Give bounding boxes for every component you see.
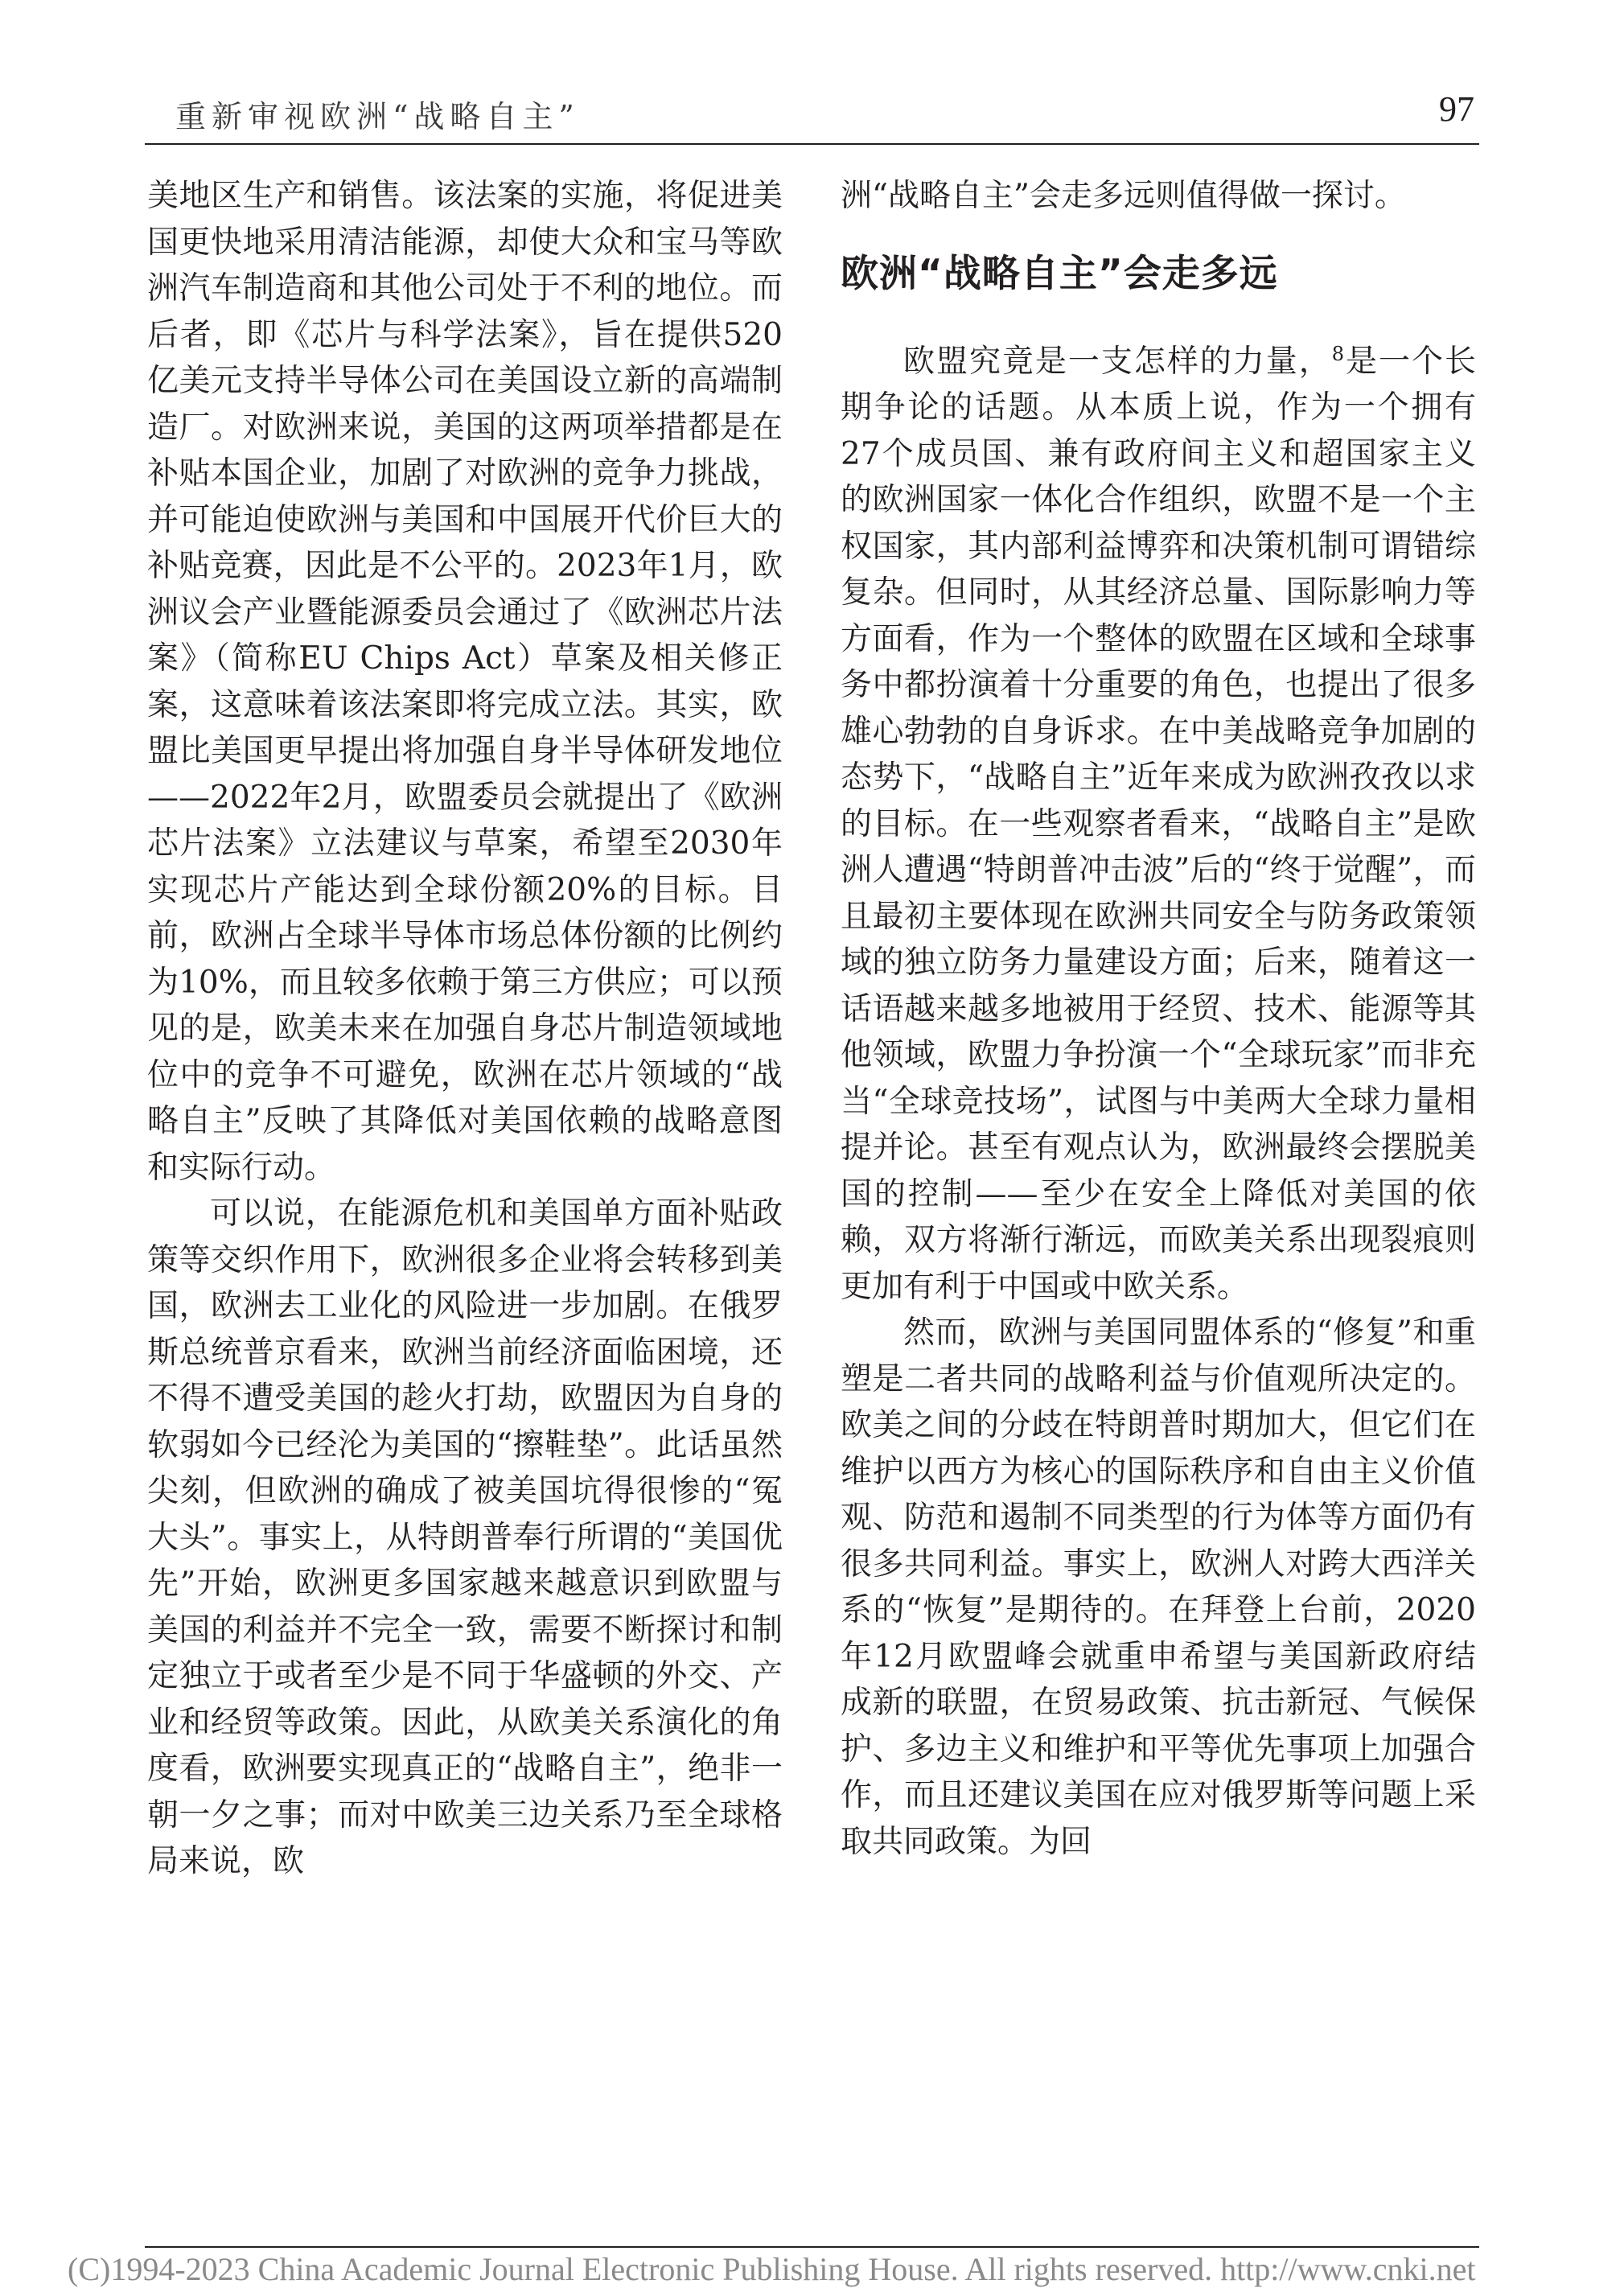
paragraph: 可以说，在能源危机和美国单方面补贴政策等交织作用下，欧洲很多企业将会转移到美国，欧洲去工业化的风险进一步加剧。在俄罗斯总统普京看来，欧洲当前经济面临困境，还不得不遭受美国的趁火打劫，欧盟因为自身的软弱如今已经沦为美国的“擦鞋垫”。此话虽然尖刻，但欧洲的确成了被美国坑得很惨的“冤大头”。事实上，从特朗普奉行所谓的“美国优先”开始，欧洲更多国家越来越意识到欧盟与美国的利益并不完全一致，需要不断探讨和制定独立于或者至少是不同于华盛顿的外交、产业和经贸等政策。因此，从欧美关系演化的角度看，欧洲要实现真正的“战略自主”，绝非一朝一夕之事；而对中欧美三边关系乃至全球格局来说，欧: [147, 1195, 783, 1879]
right-column: [841, 173, 1476, 1865]
paragraph-text: 欧盟究竟是一支怎样的力量，: [903, 343, 1332, 380]
running-title: 重新审视欧洲“战略自主”: [175, 99, 580, 134]
footnote-reference[interactable]: 8: [1331, 342, 1345, 365]
paragraph: 美地区生产和销售。该法案的实施，将促进美国更快地采用清洁能源，却使大众和宝马等欧洲汽车制造商和其他公司处于不利的地位。而后者，即《芯片与科学法案》，旨在提供520亿美元支持半导体公司在美国设立新的高端制造厂。对欧洲来说，美国的这两项举措都是在补贴本国企业，加剧了对欧洲的竞争力挑战，并可能迫使欧洲与美国和中国展开代价巨大的补贴竞赛，因此是不公平的。2023年1月，欧洲议会产业暨能源委员会通过了《欧洲芯片法案》（简称EU Chips Act）草案及相关修正案，这意味着该法案即将完成立法。其实，欧盟比美国更早提出将加强自身半导体研发地位——2022年2月，欧盟委员会就提出了《欧洲芯片法案》立法建议与草案，希望至2030年实现芯片产能达到全球份额20%的目标。目前，欧洲占全球半导体市场总体份额的比例约为10%，而且较多依赖于第三方供应；可以预见的是，欧美未来在加强自身芯片制造领域地位中的竞争不可避免，欧洲在芯片领域的“战略自主”反映了其降低对美国依赖的战略意图和实际行动。: [147, 178, 783, 1186]
footer-rule: [145, 2246, 1479, 2248]
running-header: [145, 87, 1479, 145]
paragraph-text: 是一个长期争论的话题。从本质上说，作为一个拥有27个成员国、兼有政府间主义和超国家主义的欧洲国家一体化合作组织，欧盟不是一个主权国家，其内部利益博弈和决策机制可谓错综复杂。但同时，从其经济总量、国际影响力等方面看，作为一个整体的欧盟在区域和全球事务中都扮演着十分重要的角色，也提出了很多雄心勃勃的自身诉求。在中美战略竞争加剧的态势下，“战略自主”近年来成为欧洲孜孜以求的目标。在一些观察者看来，“战略自主”是欧洲人遭遇“特朗普冲击波”后的“终于觉醒”，而且最初主要体现在欧洲共同安全与防务政策领域的独立防务力量建设方面；后来，随着这一话语越来越多地被用于经贸、技术、能源等其他领域，欧盟力争扮演一个“全球玩家”而非充当“全球竞技场”，试图与中美两大全球力量相提并论。甚至有观点认为，欧洲最终会摆脱美国的控制——至少在安全上降低对美国的依赖，双方将渐行渐远，而欧美关系出现裂痕则更加有利于中国或中欧关系。: [841, 343, 1476, 1305]
section-heading: 欧洲“战略自主”会走多远: [841, 251, 1278, 296]
page-number: 97: [1439, 89, 1474, 129]
copyright-notice: (C)1994-2023 China Academic Journal Electronic Publishing House. All rights reserved. http://www.cnki.net: [68, 2251, 1476, 2287]
left-column: [147, 173, 783, 1885]
paragraph: 洲“战略自主”会走多远则值得做一探讨。: [841, 178, 1406, 214]
paragraph: [841, 339, 1476, 1311]
paragraph: 然而，欧洲与美国同盟体系的“修复”和重塑是二者共同的战略利益与价值观所决定的。欧美之间的分歧在特朗普时期加大，但它们在维护以西方为核心的国际秩序和自由主义价值观、防范和遏制不同类型的行为体等方面仍有很多共同利益。事实上，欧洲人对跨大西洋关系的“恢复”是期待的。在拜登上台前，2020年12月欧盟峰会就重申希望与美国新政府结成新的联盟，在贸易政策、抗击新冠、气候保护、多边主义和维护和平等优先事项上加强合作，而且还建议美国在应对俄罗斯等问题上采取共同政策。为回: [841, 1315, 1476, 1860]
